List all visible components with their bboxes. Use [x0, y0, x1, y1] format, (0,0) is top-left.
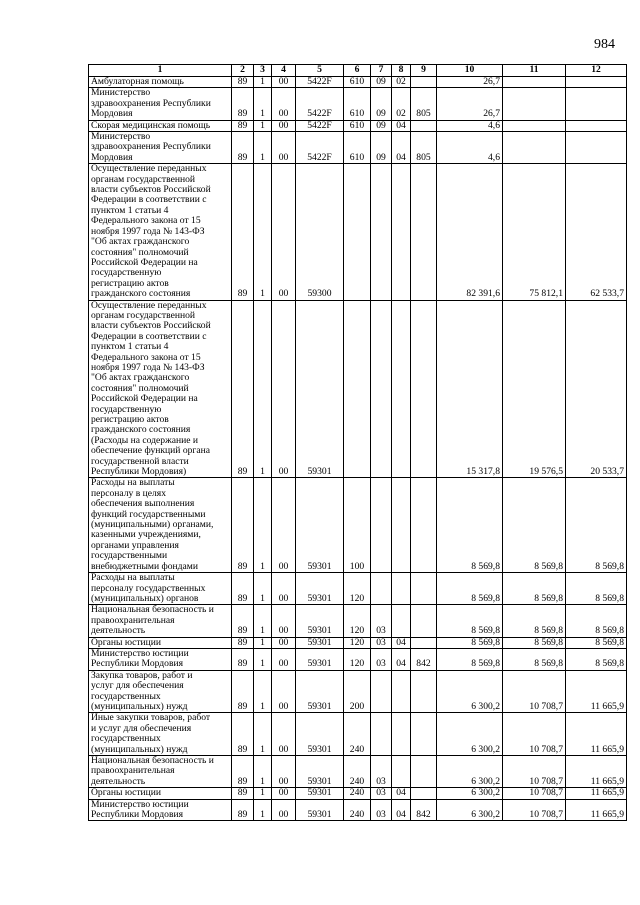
amount-2019: 26,7	[437, 77, 503, 88]
sub-cell: 1	[254, 120, 272, 131]
amount-2020: 10 708,7	[503, 756, 566, 788]
code-cell: 59301	[296, 788, 344, 799]
org-cell: 842	[411, 648, 437, 670]
column-header: 4	[272, 65, 296, 77]
amount-2021: 11 665,9	[566, 756, 627, 788]
org-cell: 805	[411, 132, 437, 164]
row-label: Министерство юстиции Республики Мордовия	[89, 799, 232, 821]
row-label: Национальная безопасность и правоохранительная деятельность	[89, 756, 232, 788]
amount-2021	[566, 132, 627, 164]
code-cell: 5422F	[296, 88, 344, 120]
amount-2019: 82 391,6	[437, 164, 503, 300]
rz-cell: 03	[371, 756, 392, 788]
org-cell	[411, 756, 437, 788]
column-header: 6	[344, 65, 371, 77]
sub-cell: 1	[254, 88, 272, 120]
gr-cell: 89	[232, 132, 254, 164]
gr-cell: 89	[232, 756, 254, 788]
column-header: 3	[254, 65, 272, 77]
org-cell	[411, 77, 437, 88]
column-header: 8	[392, 65, 411, 77]
amount-2020: 10 708,7	[503, 788, 566, 799]
code-cell: 5422F	[296, 120, 344, 131]
row-label: Расходы на выплаты персоналу в целях обеспечения выполнения функций государственными (муниципальными) органами, казенными учреждениями, органами управления государственными внебюджетными фондами	[89, 478, 232, 573]
rz-cell: 03	[371, 788, 392, 799]
table-body	[89, 77, 627, 821]
rz-cell: 09	[371, 88, 392, 120]
amount-2019: 4,6	[437, 120, 503, 131]
pr2-cell: 02	[392, 88, 411, 120]
page-number: 984	[594, 37, 615, 52]
pr-cell: 00	[272, 300, 296, 478]
pr-cell: 00	[272, 799, 296, 821]
row-label: Иные закупки товаров, работ и услуг для обеспечения государственных (муниципальных) нужд	[89, 713, 232, 756]
rz-cell: 09	[371, 120, 392, 131]
vr-cell	[344, 300, 371, 478]
gr-cell: 89	[232, 799, 254, 821]
org-cell	[411, 713, 437, 756]
amount-2019: 6 300,2	[437, 788, 503, 799]
org-cell	[411, 478, 437, 573]
rz-cell	[371, 478, 392, 573]
code-cell: 59301	[296, 756, 344, 788]
vr-cell: 610	[344, 88, 371, 120]
table-row	[89, 573, 627, 605]
code-cell: 59301	[296, 670, 344, 713]
vr-cell: 240	[344, 713, 371, 756]
gr-cell: 89	[232, 77, 254, 88]
org-cell	[411, 164, 437, 300]
pr2-cell	[392, 670, 411, 713]
row-label: Закупка товаров, работ и услуг для обеспечения государственных (муниципальных) нужд	[89, 670, 232, 713]
pr-cell: 00	[272, 77, 296, 88]
amount-2020	[503, 77, 566, 88]
row-label: Национальная безопасность и правоохранительная деятельность	[89, 605, 232, 637]
column-header: 12	[566, 65, 627, 77]
column-header: 2	[232, 65, 254, 77]
sub-cell: 1	[254, 164, 272, 300]
code-cell: 59301	[296, 478, 344, 573]
amount-2021: 11 665,9	[566, 713, 627, 756]
vr-cell: 100	[344, 478, 371, 573]
pr-cell: 00	[272, 120, 296, 131]
gr-cell: 89	[232, 670, 254, 713]
gr-cell: 89	[232, 605, 254, 637]
column-header: 5	[296, 65, 344, 77]
rz-cell	[371, 670, 392, 713]
sub-cell: 1	[254, 478, 272, 573]
code-cell: 59301	[296, 799, 344, 821]
amount-2021: 11 665,9	[566, 788, 627, 799]
amount-2020: 10 708,7	[503, 670, 566, 713]
amount-2019: 8 569,8	[437, 648, 503, 670]
amount-2021	[566, 120, 627, 131]
code-cell: 59301	[296, 637, 344, 648]
amount-2019: 15 317,8	[437, 300, 503, 478]
sub-cell: 1	[254, 799, 272, 821]
gr-cell: 89	[232, 573, 254, 605]
pr-cell: 00	[272, 637, 296, 648]
header-row	[89, 65, 627, 77]
pr-cell: 00	[272, 164, 296, 300]
code-cell: 59301	[296, 573, 344, 605]
vr-cell: 120	[344, 573, 371, 605]
vr-cell: 200	[344, 670, 371, 713]
sub-cell: 1	[254, 77, 272, 88]
sub-cell: 1	[254, 637, 272, 648]
org-cell	[411, 120, 437, 131]
amount-2021: 20 533,7	[566, 300, 627, 478]
pr-cell: 00	[272, 713, 296, 756]
pr2-cell: 02	[392, 77, 411, 88]
rz-cell	[371, 164, 392, 300]
sub-cell: 1	[254, 670, 272, 713]
vr-cell: 240	[344, 756, 371, 788]
vr-cell: 120	[344, 637, 371, 648]
amount-2019: 4,6	[437, 132, 503, 164]
pr2-cell	[392, 300, 411, 478]
table-row	[89, 164, 627, 300]
rz-cell: 03	[371, 637, 392, 648]
amount-2021	[566, 88, 627, 120]
gr-cell: 89	[232, 648, 254, 670]
table-row	[89, 88, 627, 120]
vr-cell: 610	[344, 132, 371, 164]
rz-cell: 03	[371, 799, 392, 821]
row-label: Органы юстиции	[89, 788, 232, 799]
sub-cell: 1	[254, 132, 272, 164]
code-cell: 59301	[296, 648, 344, 670]
amount-2021	[566, 77, 627, 88]
sub-cell: 1	[254, 648, 272, 670]
table-row	[89, 605, 627, 637]
row-label: Осуществление переданных органам государственной власти субъектов Российской Федерации в соответствии с пунктом 1 статьи 4 Федерального закона от 15 ноября 1997 года № 143-ФЗ "Об актах гражданского состояния" полномочий Российской Федерации на государственную регистрацию актов гражданского состояния (Расходы на содержание и обеспечение функций органа государственной власти Республики Мордовия)	[89, 300, 232, 478]
table-row	[89, 637, 627, 648]
org-cell: 842	[411, 799, 437, 821]
rz-cell	[371, 713, 392, 756]
amount-2020: 10 708,7	[503, 713, 566, 756]
table-row	[89, 788, 627, 799]
amount-2019: 6 300,2	[437, 756, 503, 788]
org-cell	[411, 605, 437, 637]
sub-cell: 1	[254, 573, 272, 605]
pr-cell: 00	[272, 670, 296, 713]
pr-cell: 00	[272, 88, 296, 120]
amount-2021: 8 569,8	[566, 648, 627, 670]
sub-cell: 1	[254, 713, 272, 756]
amount-2020: 19 576,5	[503, 300, 566, 478]
row-label: Скорая медицинская помощь	[89, 120, 232, 131]
code-cell: 5422F	[296, 132, 344, 164]
amount-2020	[503, 120, 566, 131]
vr-cell: 610	[344, 77, 371, 88]
amount-2020: 8 569,8	[503, 648, 566, 670]
vr-cell: 120	[344, 605, 371, 637]
amount-2021: 8 569,8	[566, 637, 627, 648]
org-cell	[411, 573, 437, 605]
amount-2021: 8 569,8	[566, 605, 627, 637]
sub-cell: 1	[254, 788, 272, 799]
row-label: Органы юстиции	[89, 637, 232, 648]
row-label: Амбулаторная помощь	[89, 77, 232, 88]
gr-cell: 89	[232, 788, 254, 799]
amount-2021: 8 569,8	[566, 478, 627, 573]
table-row	[89, 799, 627, 821]
pr2-cell: 04	[392, 120, 411, 131]
amount-2019: 8 569,8	[437, 573, 503, 605]
table-row	[89, 670, 627, 713]
rz-cell: 09	[371, 77, 392, 88]
gr-cell: 89	[232, 478, 254, 573]
column-header: 10	[437, 65, 503, 77]
amount-2020	[503, 132, 566, 164]
org-cell	[411, 670, 437, 713]
table-row	[89, 300, 627, 478]
org-cell	[411, 300, 437, 478]
pr-cell: 00	[272, 756, 296, 788]
pr2-cell	[392, 573, 411, 605]
rz-cell	[371, 300, 392, 478]
org-cell	[411, 637, 437, 648]
amount-2021: 8 569,8	[566, 573, 627, 605]
pr2-cell: 04	[392, 799, 411, 821]
code-cell: 5422F	[296, 77, 344, 88]
amount-2021: 62 533,7	[566, 164, 627, 300]
budget-table	[88, 64, 627, 821]
pr2-cell: 04	[392, 648, 411, 670]
amount-2020: 8 569,8	[503, 478, 566, 573]
gr-cell: 89	[232, 164, 254, 300]
gr-cell: 89	[232, 88, 254, 120]
table-row	[89, 132, 627, 164]
gr-cell: 89	[232, 637, 254, 648]
rz-cell	[371, 573, 392, 605]
amount-2021: 11 665,9	[566, 799, 627, 821]
amount-2021: 11 665,9	[566, 670, 627, 713]
vr-cell: 240	[344, 799, 371, 821]
amount-2020	[503, 88, 566, 120]
column-header: 1	[89, 65, 232, 77]
pr2-cell	[392, 756, 411, 788]
row-label: Осуществление переданных органам государственной власти субъектов Российской Федерации в соответствии с пунктом 1 статьи 4 Федерального закона от 15 ноября 1997 года № 143-ФЗ "Об актах гражданского состояния" полномочий Российской Федерации на государственную регистрацию актов гражданского состояния	[89, 164, 232, 300]
sub-cell: 1	[254, 300, 272, 478]
amount-2019: 8 569,8	[437, 605, 503, 637]
pr-cell: 00	[272, 648, 296, 670]
table-row	[89, 648, 627, 670]
gr-cell: 89	[232, 120, 254, 131]
gr-cell: 89	[232, 300, 254, 478]
code-cell: 59301	[296, 713, 344, 756]
amount-2019: 8 569,8	[437, 637, 503, 648]
rz-cell: 09	[371, 132, 392, 164]
column-header: 7	[371, 65, 392, 77]
amount-2019: 26,7	[437, 88, 503, 120]
table-row	[89, 77, 627, 88]
pr2-cell: 04	[392, 788, 411, 799]
vr-cell: 240	[344, 788, 371, 799]
pr2-cell: 04	[392, 637, 411, 648]
pr2-cell	[392, 605, 411, 637]
vr-cell: 120	[344, 648, 371, 670]
pr2-cell	[392, 164, 411, 300]
rz-cell: 03	[371, 648, 392, 670]
amount-2019: 8 569,8	[437, 478, 503, 573]
amount-2020: 8 569,8	[503, 637, 566, 648]
pr-cell: 00	[272, 605, 296, 637]
amount-2019: 6 300,2	[437, 670, 503, 713]
column-header: 9	[411, 65, 437, 77]
amount-2020: 75 812,1	[503, 164, 566, 300]
pr2-cell: 04	[392, 132, 411, 164]
row-label: Министерство юстиции Республики Мордовия	[89, 648, 232, 670]
pr-cell: 00	[272, 132, 296, 164]
row-label: Министерство здравоохранения Республики Мордовия	[89, 132, 232, 164]
table-row	[89, 120, 627, 131]
vr-cell	[344, 164, 371, 300]
amount-2020: 8 569,8	[503, 573, 566, 605]
pr-cell: 00	[272, 478, 296, 573]
sub-cell: 1	[254, 756, 272, 788]
row-label: Министерство здравоохранения Республики Мордовия	[89, 88, 232, 120]
pr2-cell	[392, 713, 411, 756]
amount-2019: 6 300,2	[437, 799, 503, 821]
code-cell: 59301	[296, 300, 344, 478]
pr2-cell	[392, 478, 411, 573]
column-header: 11	[503, 65, 566, 77]
sub-cell: 1	[254, 605, 272, 637]
org-cell: 805	[411, 88, 437, 120]
table-row	[89, 756, 627, 788]
row-label: Расходы на выплаты персоналу государственных (муниципальных) органов	[89, 573, 232, 605]
org-cell	[411, 788, 437, 799]
code-cell: 59300	[296, 164, 344, 300]
amount-2020: 10 708,7	[503, 799, 566, 821]
code-cell: 59301	[296, 605, 344, 637]
vr-cell: 610	[344, 120, 371, 131]
table-row	[89, 713, 627, 756]
pr-cell: 00	[272, 573, 296, 605]
pr-cell: 00	[272, 788, 296, 799]
amount-2019: 6 300,2	[437, 713, 503, 756]
gr-cell: 89	[232, 713, 254, 756]
table-row	[89, 478, 627, 573]
amount-2020: 8 569,8	[503, 605, 566, 637]
rz-cell: 03	[371, 605, 392, 637]
